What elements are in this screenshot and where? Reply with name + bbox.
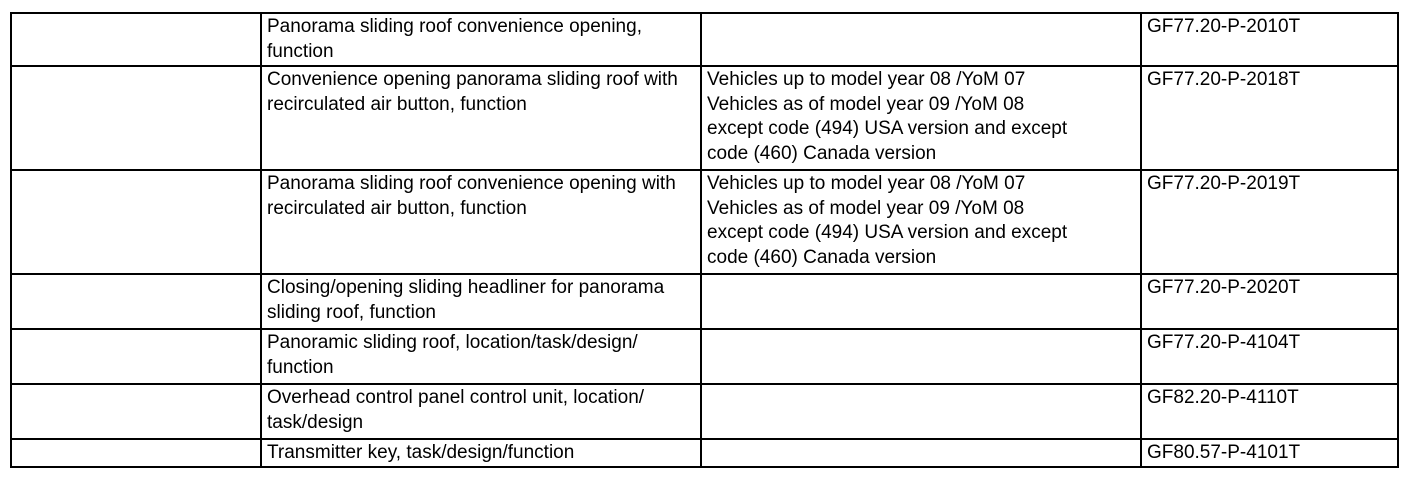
table-row — [11, 439, 1398, 467]
document-number-cell: GF80.57-P-4101T — [1141, 439, 1398, 467]
table-row — [11, 170, 1398, 274]
document-number-cell: GF77.20-P-2010T — [1141, 13, 1398, 66]
table-row — [11, 66, 1398, 170]
table-row — [11, 329, 1398, 384]
function-title-cell: Transmitter key, task/design/function — [261, 439, 701, 467]
blank-cell — [11, 66, 261, 170]
table-row — [11, 384, 1398, 439]
function-title-cell: Panorama sliding roof convenience opening, function — [261, 13, 701, 66]
document-number-cell: GF77.20-P-2018T — [1141, 66, 1398, 170]
function-title-cell: Panorama sliding roof convenience opening with recirculated air button, function — [261, 170, 701, 274]
function-reference-table — [10, 12, 1399, 468]
condition-line: except code (494) USA version and except — [707, 222, 1068, 243]
table-row — [11, 274, 1398, 329]
blank-cell — [11, 13, 261, 66]
blank-cell — [11, 170, 261, 274]
document-number-cell: GF82.20-P-4110T — [1141, 384, 1398, 439]
conditions-cell — [701, 439, 1141, 467]
condition-line: Vehicles up to model year 08 /YoM 07 — [707, 173, 1026, 194]
document-number-cell: GF77.20-P-2019T — [1141, 170, 1398, 274]
condition-line: code (460) Canada version — [707, 246, 937, 268]
condition-line: except code (494) USA version and except — [707, 118, 1068, 139]
conditions-cell — [701, 384, 1141, 439]
condition-line: Vehicles up to model year 08 /YoM 07 — [707, 69, 1026, 90]
blank-cell — [11, 439, 261, 467]
condition-line: Vehicles as of model year 09 /YoM 08 — [707, 93, 1025, 115]
blank-cell — [11, 274, 261, 329]
document-number-cell: GF77.20-P-4104T — [1141, 329, 1398, 384]
blank-cell — [11, 329, 261, 384]
function-title-cell: Convenience opening panorama sliding roof with recirculated air button, function — [261, 66, 701, 170]
function-title-cell: Closing/opening sliding headliner for panorama sliding roof, function — [261, 274, 701, 329]
conditions-cell — [701, 66, 1141, 170]
blank-cell — [11, 384, 261, 439]
document-number-cell: GF77.20-P-2020T — [1141, 274, 1398, 329]
conditions-cell — [701, 13, 1141, 66]
function-title-cell: Overhead control panel control unit, location/ task/design — [261, 384, 701, 439]
table-row — [11, 13, 1398, 66]
conditions-cell — [701, 170, 1141, 274]
function-title-cell: Panoramic sliding roof, location/task/design/ function — [261, 329, 701, 384]
conditions-cell — [701, 329, 1141, 384]
condition-line: Vehicles as of model year 09 /YoM 08 — [707, 197, 1025, 219]
condition-line: code (460) Canada version — [707, 142, 937, 164]
conditions-cell — [701, 274, 1141, 329]
